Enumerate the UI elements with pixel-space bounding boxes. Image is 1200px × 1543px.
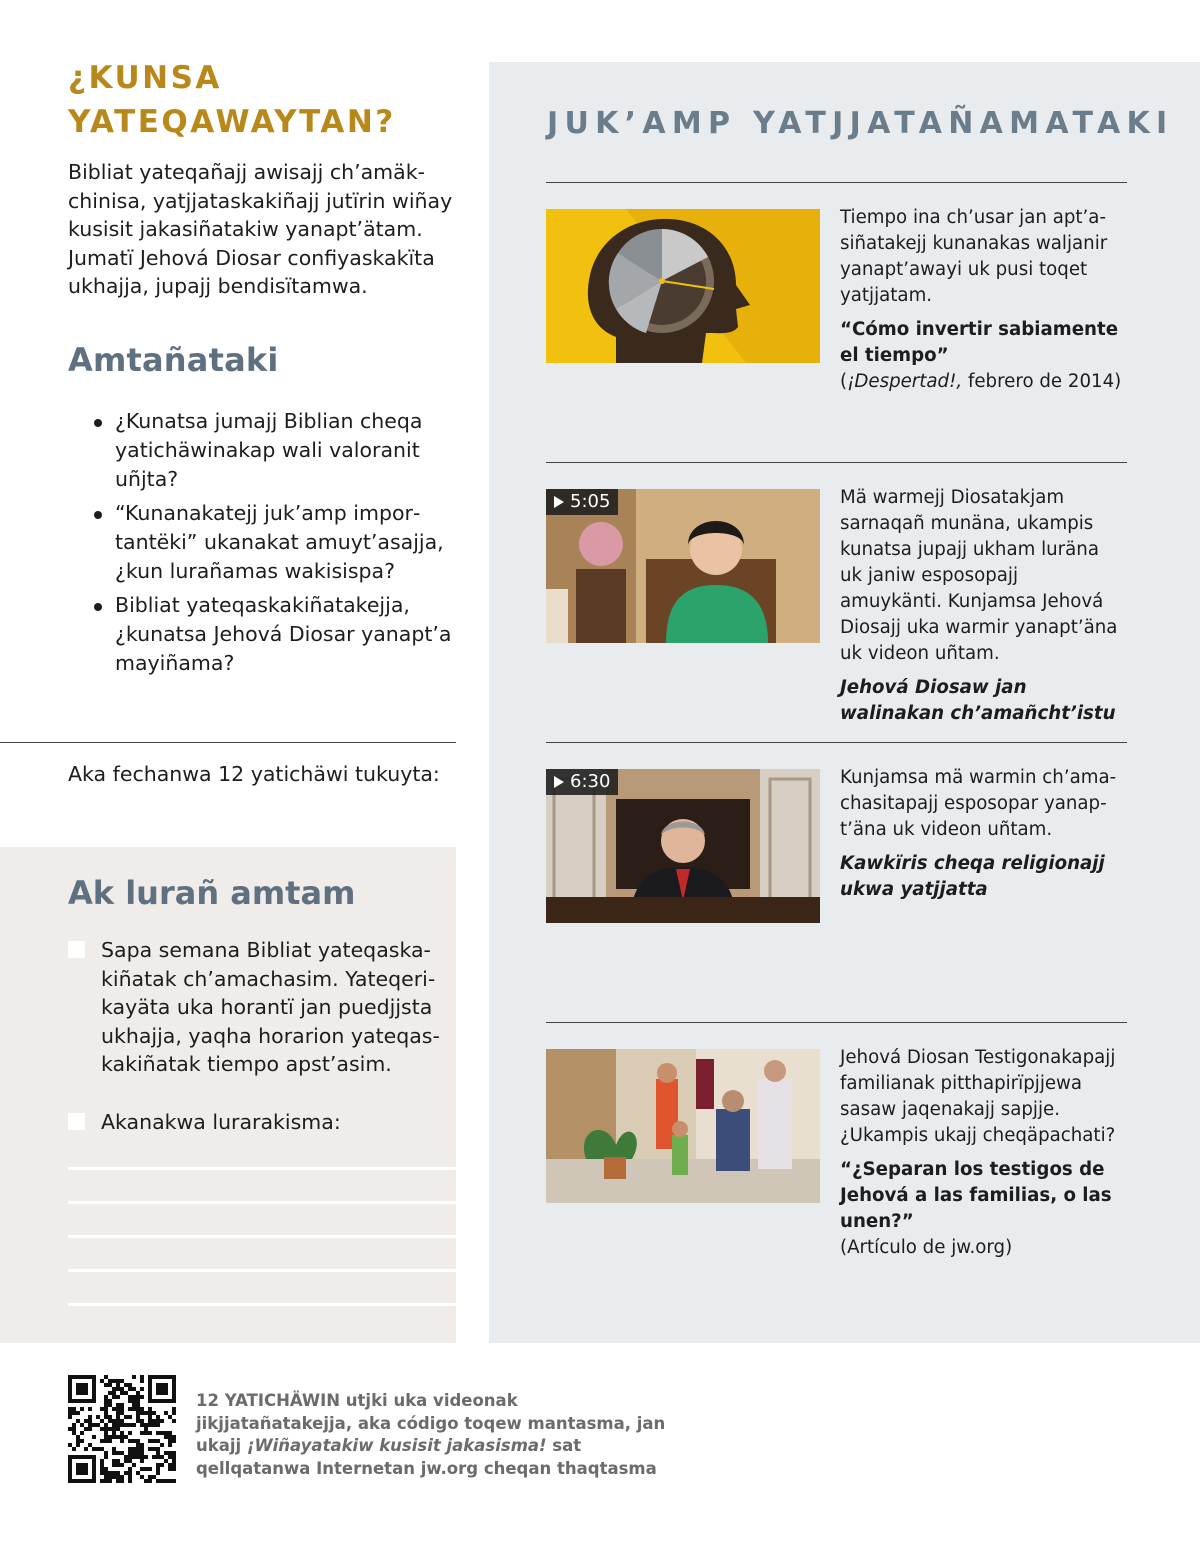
write-in-line[interactable] xyxy=(68,1167,456,1170)
resource-title-link[interactable]: Kawkïris cheqa religionajj ukwa yatjjatta xyxy=(840,853,1105,900)
resource-source: (¡Despertad!, febrero de 2014) xyxy=(840,371,1122,392)
footer-note: 12 YATICHÄWIN utjki uka videonak jikjjatañatakejja, aka código toqew mantasma, jan ukajj ¡Wiñayatakiw kusisit jakasisma! sat qellqatanwa Internetan jw.org cheqan thaqtasma xyxy=(196,1391,666,1478)
completion-date-line: Aka fechanwa 12 yatichäwi tukuyta: xyxy=(68,762,440,786)
write-in-line[interactable] xyxy=(68,1269,456,1272)
resource-description: Tiempo ina ch’usar jan apt’asiñatakejj kunanakas waljanir yanapt’awayi uk pusi toqet yatjjatam. “Cómo invertir sabiamente el tiempo” (¡Despertad!, febrero de 2014) xyxy=(840,205,1125,395)
intro-paragraph: Bibliat yateqañajj awisajj ch’amäkchinisa, yatjjataskakiñajj jutïrin wiñay kusisit jakasiñatakiw yanapt’ätam. Jumatï Jehová Diosar confiyaskakïta ukhajja, jupajj bendisïtamwa. xyxy=(68,160,453,298)
divider xyxy=(0,742,456,743)
question-item: “Kunanakatejj juk’amp importantëki” ukanakat amuyt’asajja, ¿kun lurañamas wakisispa? xyxy=(94,499,454,586)
resource-title-link[interactable]: Jehová Diosaw jan walinakan ch’amañcht’istu xyxy=(840,677,1116,724)
plan-item-text: Sapa semana Bibliat yateqaskakiñatak ch’amachasim. Yateqerikayäta uka horantï jan puedjjsta ukhajja, yaqha horarion yateqaskakiñatak tiempo apst’asim. xyxy=(101,938,440,1076)
resource-description: Mä warmejj Diosatakjam sarnaqañ munäna, ukampis kunatsa jupajj ukham luräna uk janiw esposopajj amuykänti. Kunjamsa Jehová Diosajj uka warmir yanapt’äna uk videon uñtam. Jehová Diosaw jan walinakan ch’amañcht’istu xyxy=(840,485,1125,727)
plan-item-other xyxy=(68,1108,448,1137)
time-head-illustration xyxy=(546,209,820,363)
resource-description: Kunjamsa mä warmin ch’amachasitapajj esposopar yanapt’äna uk videon uñtam. Kawkïris cheqa religionajj ukwa yatjjatta xyxy=(840,765,1125,903)
resource-title-link[interactable]: “¿Separan los testigos de Jehová a las familias, o las unen?” xyxy=(840,1159,1112,1232)
video-thumbnail[interactable] xyxy=(546,489,820,643)
resource-source: (Artículo de jw.org) xyxy=(840,1237,1013,1258)
question-item: ¿Kunatsa jumajj Biblian cheqa yatichäwinakap wali valoranit uñjta? xyxy=(94,407,454,494)
divider xyxy=(546,1022,1127,1023)
question-item: Bibliat yateqaskakiñatakejja, ¿kunatsa Jehová Diosar yanapt’a mayiñama? xyxy=(94,591,454,678)
plan-heading: Ak lurañ amtam xyxy=(68,874,356,912)
write-in-line[interactable] xyxy=(68,1303,456,1306)
video-duration-badge: 5:05 xyxy=(546,489,618,515)
resource-description: Jehová Diosan Testigonakapajj familianak pitthapirïpjjewa sasaw jaqenakajj sapjje. ¿Ukampis ukajj cheqäpachati? “¿Separan los testigos de Jehová a las familias, o las unen?” (Artículo de jw.org) xyxy=(840,1045,1125,1261)
page-title: ¿KUNSA YATEQAWAYTAN? xyxy=(68,60,396,140)
divider xyxy=(546,462,1127,463)
write-in-line[interactable] xyxy=(68,1201,456,1204)
video-thumbnail[interactable] xyxy=(546,769,820,923)
play-icon xyxy=(554,776,564,788)
article-thumbnail[interactable] xyxy=(546,209,820,363)
family-greeting-image xyxy=(546,1049,820,1203)
plan-item-text: Akanakwa lurarakisma: xyxy=(101,1110,341,1134)
review-questions xyxy=(94,407,454,678)
play-icon xyxy=(554,496,564,508)
write-in-line[interactable] xyxy=(68,1235,456,1238)
action-plan-box xyxy=(0,847,456,1343)
further-study-panel xyxy=(489,62,1200,1343)
divider xyxy=(546,182,1127,183)
qr-code[interactable] xyxy=(68,1375,176,1483)
qr-code-icon xyxy=(68,1375,176,1483)
resource-title-link[interactable]: “Cómo invertir sabiamente el tiempo” xyxy=(840,319,1119,366)
lesson-review-column xyxy=(68,56,468,683)
article-thumbnail[interactable] xyxy=(546,1049,820,1203)
divider xyxy=(546,742,1127,743)
review-heading: Amtañataki xyxy=(68,340,279,379)
plan-item-study xyxy=(68,936,448,1079)
video-duration-badge: 6:30 xyxy=(546,769,618,795)
plan-checkbox[interactable] xyxy=(68,941,85,958)
further-study-heading: JUK’AMP YATJJATAÑAMATAKI xyxy=(547,106,1174,141)
plan-checkbox[interactable] xyxy=(68,1113,85,1130)
